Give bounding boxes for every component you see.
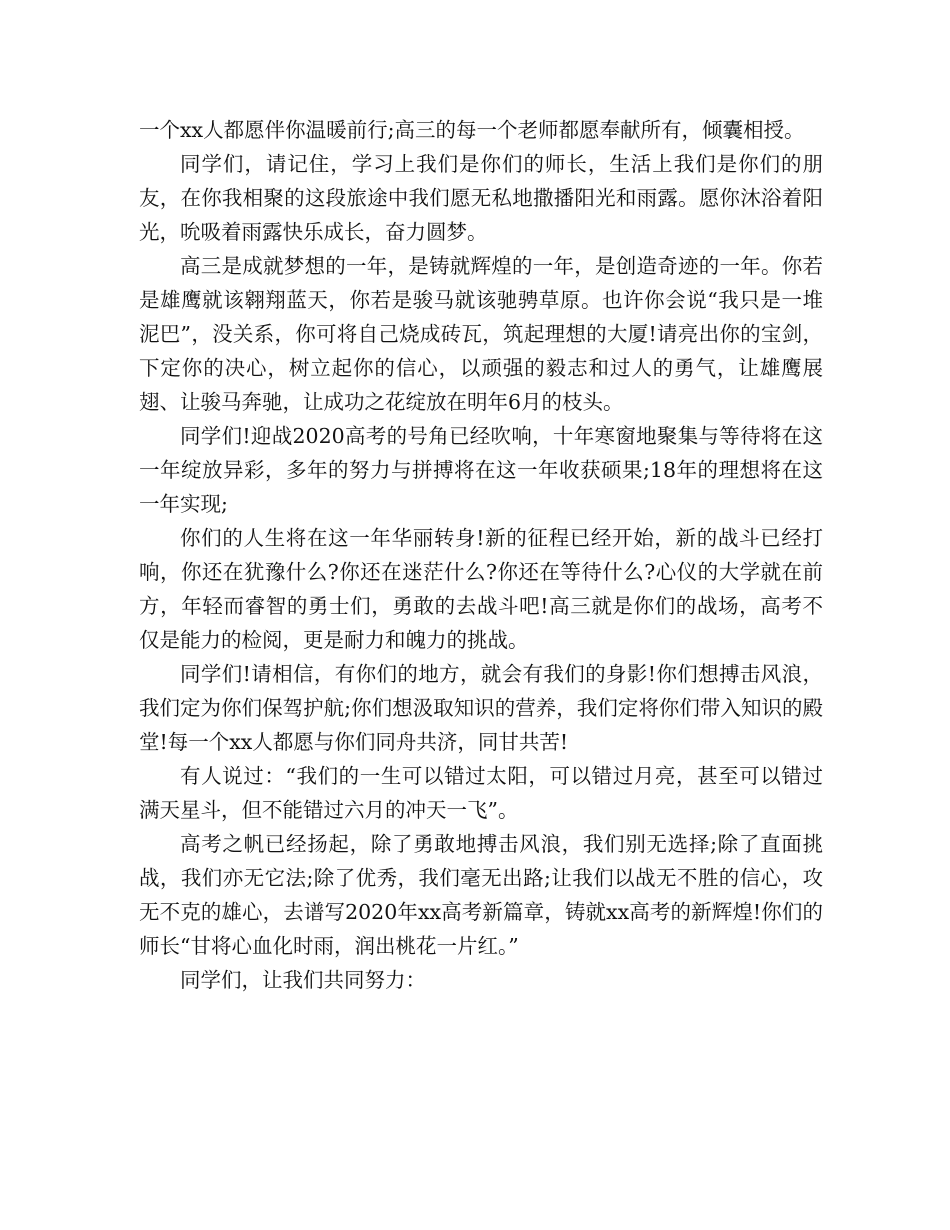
paragraph-6: 同学们!请相信，有你们的地方，就会有我们的身影!你们想搏击风浪，我们定为你们保驾护航;你们想汲取知识的营养，我们定将你们带入知识的殿堂!每一个xx人都愿与你们同舟共济，同甘共苦!: [139, 662, 823, 754]
paragraph-9: 同学们，让我们共同努力：: [180, 968, 426, 992]
paragraph-3: 高三是成就梦想的一年，是铸就辉煌的一年，是创造奇迹的一年。你若是雄鹰就该翱翔蓝天，你若是骏马就该驰骋草原。也许你会说“我只是一堆泥巴”，没关系，你可将自己烧成砖瓦，筑起理想的大厦!请亮出你的宝剑，下定你的决心，树立起你的信心，以顽强的毅志和过人的勇气，让雄鹰展翅、让骏马奔驰，让成功之花绽放在明年6月的枝头。: [139, 254, 823, 414]
paragraph-5: 你们的人生将在这一年华丽转身!新的征程已经开始，新的战斗已经打响，你还在犹豫什么?你还在迷茫什么?你还在等待什么?心仪的大学就在前方，年轻而睿智的勇士们，勇敢的去战斗吧!高三就是你们的战场，高考不仅是能力的检阅，更是耐力和魄力的挑战。: [139, 526, 823, 652]
paragraph-8: 高考之帆已经扬起，除了勇敢地搏击风浪，我们别无选择;除了直面挑战，我们亦无它法;除了优秀，我们毫无出路;让我们以战无不胜的信心，攻无不克的雄心，去谱写2020年xx高考新篇章，铸就xx高考的新辉煌!你们的师长“甘将心血化时雨，润出桃花一片红。”: [139, 832, 823, 958]
document-body: [139, 113, 823, 997]
paragraph-2: 同学们，请记住，学习上我们是你们的师长，生活上我们是你们的朋友，在你我相聚的这段旅途中我们愿无私地撒播阳光和雨露。愿你沐浴着阳光，吮吸着雨露快乐成长，奋力圆梦。: [139, 152, 823, 244]
paragraph-4: 同学们!迎战2020高考的号角已经吹响，十年寒窗地聚集与等待将在这一年绽放异彩，多年的努力与拼搏将在这一年收获硕果;18年的理想将在这一年实现;: [139, 424, 823, 516]
paragraph-1: 一个xx人都愿伴你温暖前行;高三的每一个老师都愿奉献所有，倾囊相授。: [139, 118, 805, 142]
paragraph-7: 有人说过：“我们的一生可以错过太阳，可以错过月亮，甚至可以错过满天星斗，但不能错过六月的冲天一飞”。: [139, 764, 823, 822]
